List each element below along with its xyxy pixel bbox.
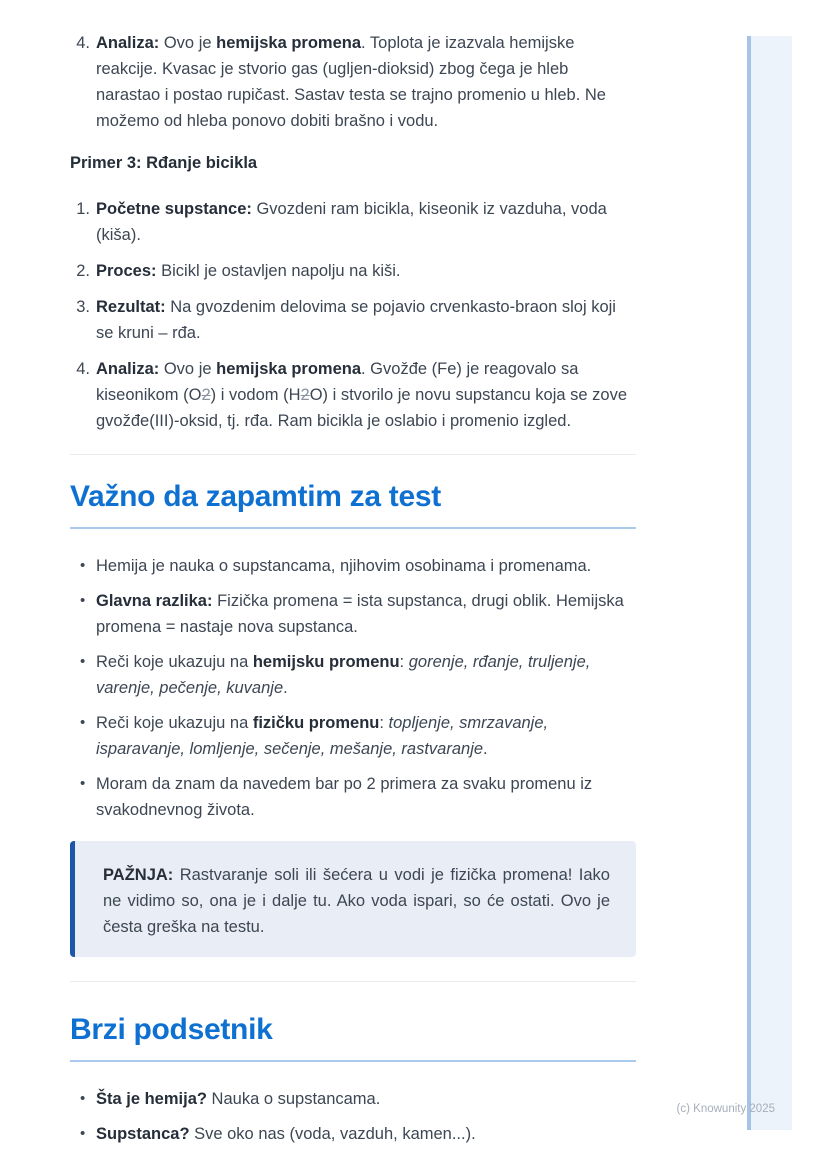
list-item-text: Reči koje ukazuju na hemijsku promenu: gorenje, rđanje, truljenje, varenje, pečenje, kuvanje. — [96, 653, 591, 697]
list-item — [70, 588, 636, 640]
section-heading-brzi: Brzi podsetnik — [70, 1012, 636, 1062]
list-item — [70, 294, 636, 346]
list-item-text: Šta je hemija? Nauka o supstancama. — [96, 1090, 381, 1108]
list-item-text: Moram da znam da navedem bar po 2 primera za svaku promenu iz svakodnevnog života. — [96, 775, 593, 819]
bullet-icon: • — [80, 653, 86, 670]
vazno-bullet-list — [70, 553, 636, 823]
list-item — [70, 771, 636, 823]
document-content — [70, 30, 636, 1156]
primer-3-heading: Primer 3: Rđanje bicikla — [70, 154, 258, 172]
list-item-text: Glavna razlika: Fizička promena = ista supstanca, drugi oblik. Hemijska promena = nastaje nova supstanca. — [96, 592, 624, 636]
list-item-text: Analiza: Ovo je hemijska promena. Gvožđe (Fe) je reagovalo sa kiseonikom (O2) i vodom (H2O) i stvorilo je novu supstancu koja se zove gvožđe(III)-oksid, tj. rđa. Ram bicikla je oslabio i promenio izgled. — [96, 360, 628, 430]
list-item-text: Početne supstance: Gvozdeni ram bicikla, kiseonik iz vazduha, voda (kiša). — [96, 200, 607, 244]
list-item-text: Analiza: Ovo je hemijska promena. Toplota je izazvala hemijske reakcije. Kvasac je stvorio gas (ugljen-dioksid) zbog čega je hleb narastao i postao rupičast. Sastav testa se trajno promenio u hleb. Ne možemo od hleba ponovo dobiti brašno i vodu. — [96, 34, 606, 130]
rust-example-list — [70, 196, 636, 434]
list-item-text: Proces: Bicikl je ostavljen napolju na kiši. — [96, 262, 401, 280]
copyright-watermark: (c) Knowunity 2025 — [676, 1103, 775, 1115]
list-item-text: Supstanca? Sve oko nas (voda, vazduh, kamen...). — [96, 1125, 476, 1143]
list-item-number: 3. — [76, 298, 90, 316]
section-divider — [70, 454, 636, 455]
list-item — [70, 710, 636, 762]
brzi-bullet-list — [70, 1086, 636, 1147]
bullet-icon: • — [80, 592, 86, 609]
section-heading-vazno: Važno da zapamtim za test — [70, 479, 636, 529]
scrollbar-thumb[interactable] — [747, 36, 792, 1130]
list-item — [70, 196, 636, 248]
callout-text: PAŽNJA: Rastvaranje soli ili šećera u vodi je fizička promena! Iako ne vidimo so, ona je i dalje tu. Ako voda ispari, so će ostati. Ovo je česta greška na testu. — [103, 866, 610, 936]
list-item — [70, 258, 636, 284]
list-item-text: Rezultat: Na gvozdenim delovima se pojavio crvenkasto-braon sloj koji se kruni – rđa. — [96, 298, 616, 342]
bullet-icon: • — [80, 1125, 86, 1142]
bullet-icon: • — [80, 557, 86, 574]
list-item — [70, 356, 636, 434]
list-item-number: 1. — [76, 200, 90, 218]
section-divider — [70, 981, 636, 982]
bullet-icon: • — [80, 1090, 86, 1107]
list-item-number: 4. — [76, 34, 90, 52]
warning-callout — [70, 841, 636, 957]
bullet-icon: • — [80, 714, 86, 731]
list-item-bread-analysis — [70, 30, 636, 134]
bullet-icon: • — [80, 775, 86, 792]
list-item-text: Reči koje ukazuju na fizičku promenu: topljenje, smrzavanje, isparavanje, lomljenje, sečenje, mešanje, rastvaranje. — [96, 714, 549, 758]
list-item — [70, 553, 636, 579]
list-item-number: 2. — [76, 262, 90, 280]
list-item — [70, 1086, 636, 1112]
list-item-number: 4. — [76, 360, 90, 378]
list-item — [70, 649, 636, 701]
list-item-text: Hemija je nauka o supstancama, njihovim osobinama i promenama. — [96, 557, 592, 575]
list-item — [70, 1121, 636, 1147]
